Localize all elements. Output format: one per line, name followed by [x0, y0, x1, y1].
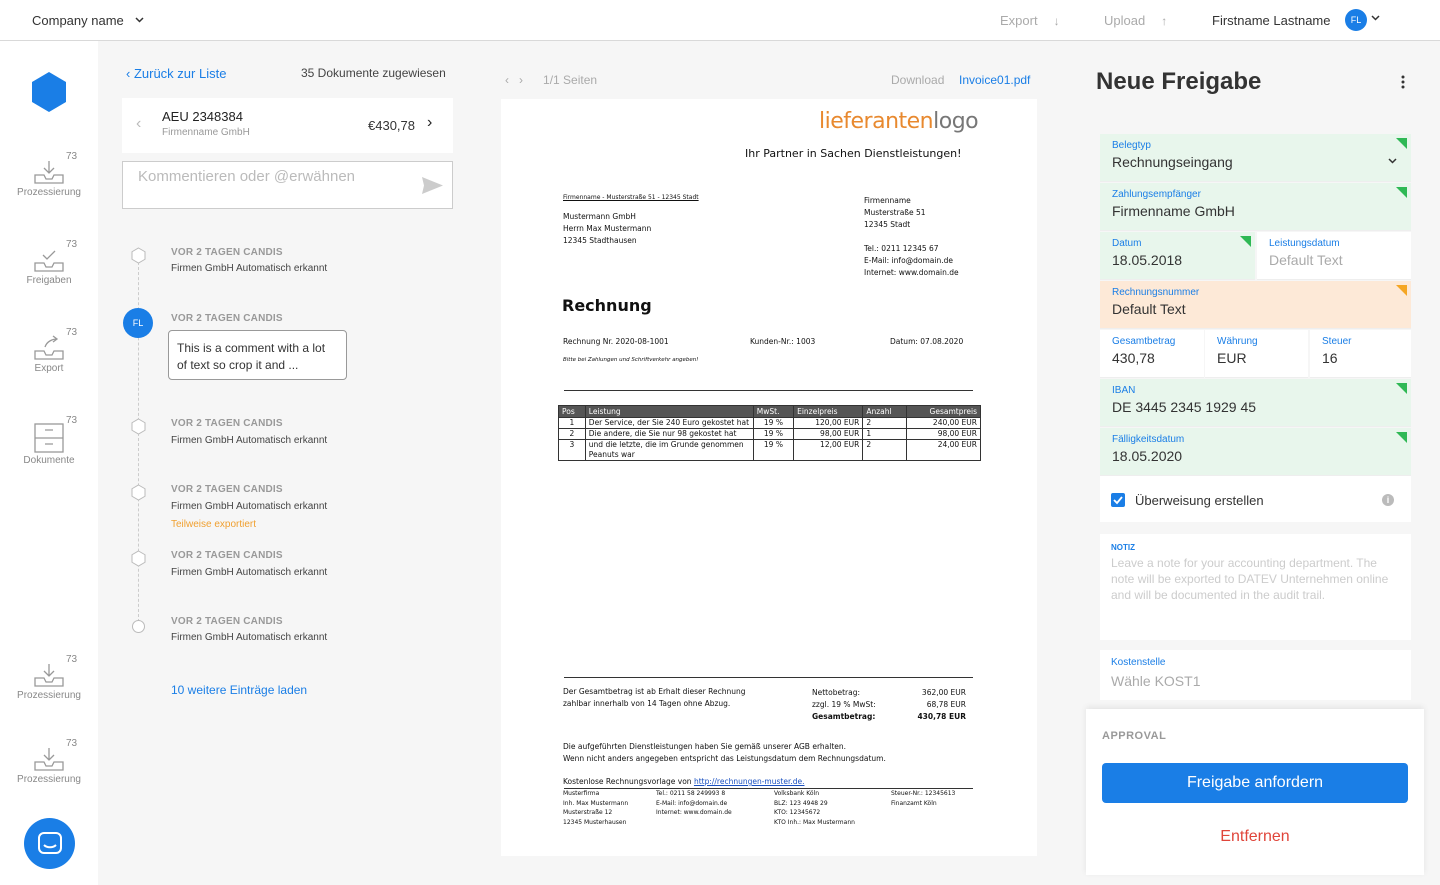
table-cell: Die andere, die Sie nur 98 gekostet hat [585, 429, 753, 440]
table-cell: 1 [559, 418, 586, 429]
export-label: Export [1000, 13, 1038, 28]
hexagon-icon [131, 484, 146, 501]
address-line: Herrn Max Mustermann [563, 224, 652, 233]
timeline-text: Firmen GmbH Automatisch erkannt [171, 263, 328, 274]
badge-count: 73 [66, 738, 78, 749]
sidebar-label: Freigaben [26, 275, 72, 286]
divider [564, 390, 973, 391]
check-icon [1111, 493, 1125, 507]
footer-line: Inh. Max Mustermann [563, 799, 629, 807]
footer-col-3 [774, 789, 855, 827]
footer-line: Finanzamt Köln [891, 799, 937, 807]
sender-address [864, 195, 959, 279]
timeline-meta: VOR 2 TAGEN CANDIS [171, 550, 283, 561]
kostenstelle-select[interactable] [1100, 650, 1411, 700]
table-cell: 2 [559, 429, 586, 440]
footer-line: KTO: 12345672 [774, 809, 821, 816]
logo-text-b: logo [933, 109, 979, 134]
address-line: Mustermann GmbH [563, 212, 636, 221]
total-label: Nettobetrag: [812, 688, 860, 697]
table-cell: 24,00 EUR [907, 440, 981, 461]
table-header-row [559, 406, 981, 418]
column-header: Anzahl [863, 406, 907, 418]
user-name[interactable]: Firstname Lastname [1212, 13, 1331, 28]
table-cell: 120,00 EUR [794, 418, 863, 429]
table-row [559, 440, 981, 461]
agb-line: Wenn nicht anders angegeben entspricht das Leistungsdatum dem Rechnungsdatum. [563, 754, 886, 763]
field-label: Zahlungsempfänger [1112, 189, 1201, 200]
section-label: APPROVAL [1102, 730, 1167, 742]
address-line: Tel.: 0211 12345 67 [864, 244, 939, 253]
status-warning: Teilweise exportiert [171, 519, 257, 530]
chevron-right-icon[interactable]: › [519, 73, 524, 87]
footer-line: Internet: www.domain.de [656, 809, 732, 816]
payment-terms: Der Gesamtbetrag ist ab Erhalt dieser Rechnung zahlbar innerhalb von 14 Tagen ohne Abzug. [563, 687, 746, 708]
chevron-left-icon[interactable]: ‹ [505, 73, 509, 87]
page-navigation [505, 73, 597, 87]
table-cell: 240,00 EUR [907, 418, 981, 429]
timeline-meta: VOR 2 TAGEN CANDIS [171, 418, 283, 429]
waehrung-field[interactable] [1205, 330, 1308, 378]
table-cell: 98,00 EUR [794, 429, 863, 440]
avatar: FL [123, 308, 153, 338]
comment-bubble[interactable]: This is a comment with a lot of text so crop it and ... [168, 330, 347, 380]
field-label: Leistungsdatum [1269, 238, 1340, 249]
field-label: Fälligkeitsdatum [1112, 434, 1185, 445]
table-cell: 19 % [753, 440, 793, 461]
inbox-icon [33, 159, 65, 185]
invoice-table [558, 405, 981, 461]
sidebar-label: Prozessierung [17, 774, 81, 785]
sidebar-label: Export [34, 363, 64, 374]
footer-line: 12345 Musterhausen [563, 818, 627, 826]
recipient-address [563, 211, 651, 247]
timeline-text: Firmen GmbH Automatisch erkannt [171, 567, 328, 578]
sidebar-label: Prozessierung [17, 690, 81, 701]
arrow-down-icon: ↓ [1053, 14, 1060, 28]
sidebar [0, 41, 98, 885]
datum-field[interactable] [1100, 232, 1255, 280]
field-value: 18.05.2020 [1112, 448, 1183, 464]
table-cell: 98,00 EUR [907, 429, 981, 440]
field-value: Wähle KOST1 [1111, 673, 1201, 689]
sidebar-item-prozessierung[interactable] [0, 738, 98, 785]
footer-line: E-Mail: info@domain.de [656, 799, 728, 807]
total-value: 68,78 EUR [926, 700, 966, 709]
field-label: Kostenstelle [1111, 657, 1166, 668]
company-selector[interactable] [32, 13, 144, 28]
column-header: Gesamtpreis [907, 406, 981, 418]
field-label: Steuer [1322, 336, 1352, 347]
status-flag [1396, 285, 1407, 296]
upload-label: Upload [1104, 13, 1146, 28]
comment-input[interactable] [122, 161, 453, 209]
table-cell: 2 [863, 440, 907, 461]
status-flag [1396, 432, 1407, 443]
export-button[interactable] [1000, 13, 1060, 28]
totals-values [901, 687, 966, 723]
chat-icon [37, 831, 63, 857]
sidebar-label: Prozessierung [17, 187, 81, 198]
back-label: Zurück zur Liste [133, 66, 227, 81]
invoice-tagline: Ihr Partner in Sachen Dienstleistungen! [745, 147, 962, 160]
request-approval-button[interactable]: Freigabe anfordern [1102, 763, 1408, 803]
sidebar-item-prozessierung[interactable] [0, 151, 98, 198]
field-value: 16 [1322, 350, 1338, 366]
field-label: Währung [1217, 336, 1258, 347]
invoice-number: Rechnung Nr. 2020-08-1001 [563, 337, 669, 346]
column-header: Einzelpreis [794, 406, 863, 418]
table-row [559, 418, 981, 429]
field-label: Datum [1112, 238, 1142, 249]
app-logo[interactable] [31, 72, 67, 112]
column-header: MwSt. [753, 406, 793, 418]
chevron-left-icon[interactable]: ‹ [136, 115, 142, 132]
table-cell: 2 [863, 418, 907, 429]
belegtyp-select[interactable] [1100, 134, 1411, 182]
sidebar-item-dokumente[interactable] [0, 415, 98, 466]
template-credit [563, 776, 804, 788]
address-line: 12345 Stadthausen [563, 236, 637, 245]
page-count: 1/1 Seiten [543, 73, 598, 87]
address-line: Firmenname [864, 196, 911, 205]
info-icon[interactable]: i [1382, 494, 1394, 506]
hexagon-icon [131, 247, 146, 264]
timeline-text: Firmen GmbH Automatisch erkannt [171, 435, 328, 446]
footer-line: Steuer-Nr.: 12345613 [891, 790, 956, 797]
send-icon[interactable] [421, 176, 444, 195]
form-title: Neue Freigabe [1096, 68, 1262, 95]
column-header: Leistung [585, 406, 753, 418]
inbox-check-icon [33, 247, 65, 273]
field-value: 430,78 [1112, 350, 1155, 366]
leistungsdatum-field[interactable] [1257, 232, 1411, 280]
field-value: Rechnungseingang [1112, 154, 1233, 170]
arrow-up-icon: ↑ [1161, 14, 1168, 28]
invoice-note: Bitte bei Zahlungen und Schriftverkehr angeben! [563, 357, 699, 363]
sidebar-item-freigaben[interactable] [0, 239, 98, 286]
field-value: DE 3445 2345 1929 45 [1112, 399, 1257, 415]
inbox-icon [33, 746, 65, 772]
zahlungsempfaenger-field[interactable] [1100, 183, 1411, 231]
document-card [122, 98, 453, 153]
invoice-title: Rechnung [562, 296, 652, 315]
table-cell: 19 % [753, 429, 793, 440]
footer-line: Musterfirma [563, 790, 600, 797]
sidebar-item-export[interactable] [0, 327, 98, 374]
table-cell: 3 [559, 440, 586, 461]
total-value: 430,78 EUR [917, 712, 966, 721]
document-amount: €430,78 [368, 118, 415, 133]
badge-count: 73 [66, 654, 78, 665]
chevron-down-icon [1388, 158, 1397, 164]
documents-assigned: 35 Dokumente zugewiesen [301, 66, 446, 80]
top-bar [0, 0, 1440, 41]
invoice-date: Datum: 07.08.2020 [890, 337, 964, 346]
timeline-text: Firmen GmbH Automatisch erkannt [171, 632, 328, 643]
template-link[interactable]: http://rechnungen-muster.de. [693, 777, 805, 786]
gesamtbetrag-field[interactable] [1100, 330, 1204, 378]
timeline-text: Firmen GmbH Automatisch erkannt [171, 501, 328, 512]
agb-line: Die aufgeführten Dienstleistungen haben Sie gemäß unserer AGB erhalten. [563, 742, 847, 751]
spacer [864, 231, 959, 243]
field-label: IBAN [1112, 385, 1136, 396]
steuer-field[interactable] [1310, 330, 1411, 378]
address-line: Musterstraße 51 [864, 208, 926, 217]
chevron-right-icon[interactable]: › [427, 114, 433, 131]
comment-placeholder: Kommentieren oder @erwähnen [138, 168, 356, 185]
total-label: zzgl. 19 % MwSt: [812, 700, 876, 709]
table-cell: 1 [863, 429, 907, 440]
checkbox-label: Überweisung erstellen [1135, 493, 1264, 508]
divider [564, 677, 973, 678]
timeline-meta: VOR 2 TAGEN CANDIS [171, 247, 283, 258]
download-label: Download [891, 73, 945, 87]
faelligkeitsdatum-field[interactable] [1100, 428, 1411, 476]
timeline-meta: VOR 2 TAGEN CANDIS [171, 616, 283, 627]
supplier-logo [819, 109, 978, 134]
badge-count: 73 [66, 151, 78, 162]
total-value: 362,00 EUR [921, 688, 966, 697]
sidebar-label: Dokumente [23, 455, 75, 466]
ueberweisung-checkbox-row [1100, 476, 1411, 522]
iban-field[interactable] [1100, 379, 1411, 427]
upload-button[interactable] [1104, 13, 1167, 28]
status-flag [1396, 187, 1407, 198]
footer-line: Musterstraße 12 [563, 809, 613, 816]
footer-line: BLZ: 123 4948 29 [774, 799, 828, 807]
footer-col-2 [656, 789, 732, 818]
customer-number: Kunden-Nr.: 1003 [750, 337, 816, 346]
invoice-document [501, 99, 1037, 856]
download-file-link[interactable]: Invoice01.pdf [959, 73, 1031, 87]
hexagon-icon [131, 550, 146, 567]
table-cell: 12,00 EUR [794, 440, 863, 461]
inbox-icon [33, 662, 65, 688]
export-icon [33, 335, 65, 361]
document-firm: Firmenname GmbH [162, 127, 250, 138]
field-value: EUR [1217, 350, 1247, 366]
company-name: Company name [32, 13, 124, 28]
rechnungsnummer-field[interactable] [1100, 281, 1411, 329]
sender-line: Firmenname - Musterstraße 51 - 12345 Stadt [563, 194, 699, 201]
field-label: Gesamtbetrag [1112, 336, 1176, 347]
field-value: Default Text [1112, 301, 1186, 317]
chat-button[interactable] [24, 818, 75, 869]
badge-count: 73 [66, 239, 78, 250]
field-value: Firmenname GmbH [1112, 203, 1235, 219]
table-cell: 19 % [753, 418, 793, 429]
load-more-link[interactable]: 10 weitere Einträge laden [171, 683, 308, 697]
status-flag [1396, 138, 1407, 149]
field-label: NOTIZ [1111, 543, 1135, 552]
agb-text [563, 741, 886, 765]
chevron-down-icon [135, 17, 144, 23]
user-avatar[interactable]: FL [1345, 9, 1367, 31]
sidebar-item-prozessierung[interactable] [0, 654, 98, 701]
footer-line: Volksbank Köln [774, 790, 820, 797]
status-flag [1240, 236, 1251, 247]
note-placeholder: Leave a note for your accounting department. The note will be exported to DATEV Unternehmen online and will be documented in the audit trail. [1111, 556, 1389, 602]
table-row [559, 429, 981, 440]
totals-labels [812, 687, 876, 723]
chevron-down-icon[interactable] [1371, 15, 1380, 21]
table-cell: Der Service, der Sie 240 Euro gekostet hat [585, 418, 753, 429]
address-line: 12345 Stadt [864, 220, 911, 229]
total-label: Gesamtbetrag: [812, 712, 876, 721]
table-cell: und die letzte, die im Grunde genommen Peanuts war [585, 440, 753, 461]
more-vertical-icon[interactable] [1401, 75, 1405, 89]
document-number: AEU 2348384 [162, 109, 243, 124]
note-textarea[interactable] [1100, 534, 1411, 640]
cabinet-icon [33, 423, 65, 453]
status-flag [1396, 383, 1407, 394]
approval-footer [1086, 709, 1424, 875]
circle-icon [131, 619, 146, 634]
field-label: Belegtyp [1112, 140, 1151, 151]
timeline-meta: VOR 2 TAGEN CANDIS [171, 313, 283, 324]
footer-line: KTO Inh.: Max Mustermann [774, 818, 855, 826]
remove-button[interactable]: Entfernen [1220, 828, 1290, 845]
field-value: Default Text [1269, 252, 1343, 268]
footer-col-1 [563, 789, 628, 827]
badge-count: 73 [66, 415, 78, 426]
footer-line: Tel.: 0211 58 249993 8 [656, 790, 726, 797]
address-line: E-Mail: info@domain.de [864, 256, 954, 265]
template-text: Kostenlose Rechnungsvorlage von [563, 777, 694, 786]
hexagon-icon [131, 418, 146, 435]
field-label: Rechnungsnummer [1112, 287, 1200, 298]
ueberweisung-checkbox[interactable] [1111, 493, 1125, 507]
back-to-list-link[interactable]: ‹ Zurück zur Liste [126, 66, 227, 81]
address-line: Internet: www.domain.de [864, 268, 959, 277]
column-header: Pos [559, 406, 586, 418]
timeline-meta: VOR 2 TAGEN CANDIS [171, 484, 283, 495]
field-value: 18.05.2018 [1112, 252, 1183, 268]
footer-col-4 [891, 789, 955, 808]
badge-count: 73 [66, 327, 78, 338]
logo-text-a: lieferanten [819, 109, 934, 134]
